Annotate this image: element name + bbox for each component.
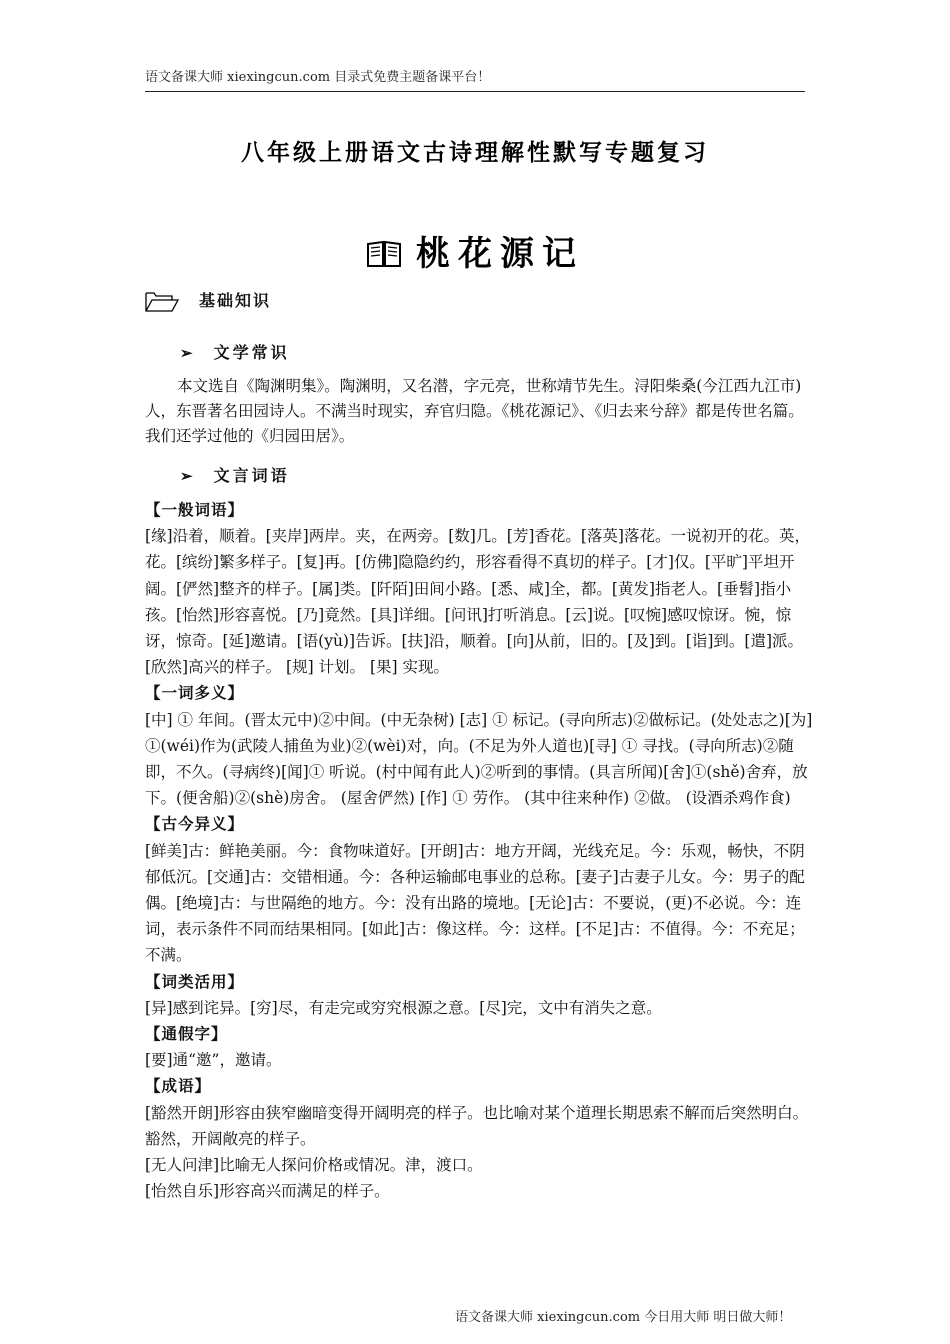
word-class-text: [异]感到诧异。[穷]尽，有走完或穷究根源之意。[尽]完，文中有消失之意。 <box>145 998 662 1017</box>
general-words-heading: 【一般词语】 <box>145 500 245 519</box>
idiom-item: [无人问津]比喻无人探问价格或情况。津，渡口。 <box>145 1156 483 1175</box>
ancient-modern-text: [鲜美]古：鲜艳美丽。今：食物味道好。[开朗]古：地方开阔，光线充足。今：乐观，畅快，不阴郁低沉。[交通]古：交错相通。今：各种运输邮电事业的总称。[妻子]古妻子儿女。今：男子的配偶。[绝境]古：与世隔绝的地方。今：没有出路的境地。[无论]古：不要说，(更)不必说。今：连词，表示条件不同而结果相同。[如此]古：像这样。今：这样。[不足]古：不值得。今：不充足；不满。 <box>145 841 805 965</box>
subsection-label: 文言词语 <box>213 466 290 485</box>
polysemy-heading: 【一词多义】 <box>145 683 245 703</box>
general-words-text: [缘]沿着，顺着。[夹岸]两岸。夹，在两旁。[数]几。[芳]香花。[落英]落花。一说初开的花。英，花。[缤纷]繁多样子。[复]再。[仿佛]隐隐约约，形容看得不真切的样子。[才]仅。[平旷]平坦开阔。[俨然]整齐的样子。[属]类。[阡陌]田间小路。[悉、咸]全，都。[黄发]指老人。[垂髫]指小孩。[怡然]形容喜悦。[乃]竟然。[具]详细。[问讯]打听消息。[云]说。[叹惋]感叹惊讶。惋，惊讶，惊奇。[延]邀请。[语(yù)]告诉。[扶]沿，顺着。[向]从前，旧的。[及]到。[诣]到。[遣]派。[欣然]高兴的样子。 [规] 计划。 [果] 实现。 <box>145 527 810 677</box>
book-icon <box>366 239 402 269</box>
subsection-classical-words <box>180 463 290 486</box>
literary-common-sense-text: 本文选自《陶渊明集》。陶渊明，又名潜，字元亮，世称靖节先生。浔阳柴桑(今江西九江市)人，东晋著名田园诗人。不满当时现实，弃官归隐。《桃花源记》、《归去来兮辞》都是传世名篇。我们还学过他的《归园田居》。 <box>145 377 804 445</box>
lesson-title: 桃花源记 <box>416 234 584 274</box>
idiom-item: [豁然开朗]形容由狭窄幽暗变得开阔明亮的样子。也比喻对某个道理长期思索不解而后突然明白。豁然，开阔敞亮的样子。 <box>145 1103 809 1148</box>
subsection-label: 文学常识 <box>213 343 290 362</box>
lesson-heading <box>0 226 950 275</box>
interchangeable-text: [要]通“邀”，邀请。 <box>145 1051 282 1070</box>
document-title: 八年级上册语文古诗理解性默写专题复习 <box>241 139 709 166</box>
interchangeable-heading: 【通假字】 <box>145 1024 228 1044</box>
idioms-heading: 【成语】 <box>145 1076 212 1096</box>
subsection-literary-common-sense <box>180 340 290 363</box>
page-footer: 语文备课大师 xiexingcun.com 今日用大师 明日做大师！ <box>455 1310 792 1325</box>
classical-words-body <box>145 497 815 1204</box>
page-header: 语文备课大师 xiexingcun.com 目录式免费主题备课平台！ <box>145 66 805 92</box>
arrow-bullet-icon: ➢ <box>180 467 196 485</box>
section-label: 基础知识 <box>199 291 272 310</box>
arrow-bullet-icon: ➢ <box>180 344 196 362</box>
section-basic-knowledge <box>145 288 271 312</box>
idiom-item: [怡然自乐]形容高兴而满足的样子。 <box>145 1182 390 1201</box>
word-class-heading: 【词类活用】 <box>145 971 245 991</box>
folder-icon <box>145 290 179 312</box>
polysemy-text: [中] ① 年间。(晋太元中)②中间。(中无杂树) [志] ① 标记。(寻向所志)②做标记。(处处志之)[为] ①(wéi)作为(武陵人捕鱼为业)②(wèi)对，向。(不足为外人道也)[寻] ① 寻找。(寻向所志)②随即，不久。(寻病终)[闻]① 听说。(村中闻有此人)②听到的事情。(具言所闻)[舍]①(shě)舍弃，放下。(便舍船)②(shè)房舍。 (屋舍俨然) [作] ① 劳作。 (其中往来种作) ②做。 (设酒杀鸡作食) <box>145 710 813 808</box>
ancient-modern-heading: 【古今异义】 <box>145 814 245 834</box>
